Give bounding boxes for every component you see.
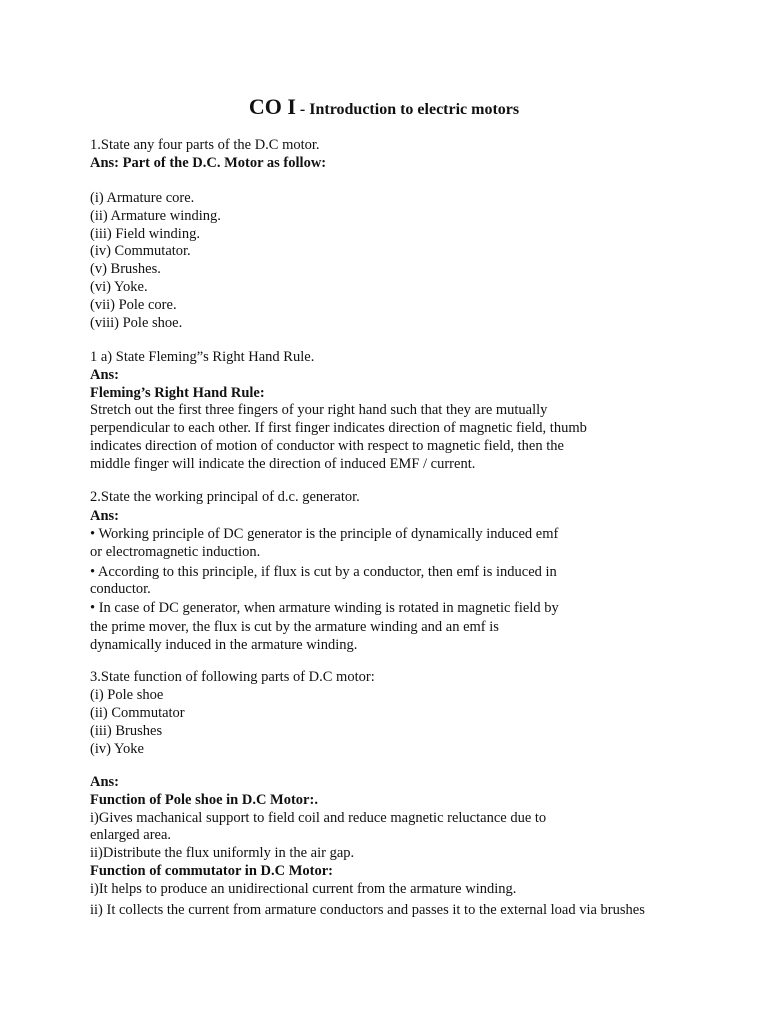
list-item: (vii) Pole core. [90,297,177,313]
answer-label: Ans: [90,508,120,524]
paragraph-line: indicates direction of motion of conductor with respect to magnetic field, then the [90,438,564,454]
list-item: (iv) Yoke [90,741,144,757]
paragraph-line: ii) It collects the current from armature conductors and passes it to the external load via brushes [90,902,645,918]
list-item: (ii) Commutator [90,705,185,721]
paragraph-line: middle finger will indicate the direction of induced EMF / current. [90,456,476,472]
question-1: 1.State any four parts of the D.C motor. [90,137,320,153]
list-item: (iv) Commutator. [90,243,191,259]
list-item: (v) Brushes. [90,261,161,277]
pole-shoe-heading: Function of Pole shoe in D.C Motor:. [90,792,318,808]
page-title [0,94,768,120]
bullet-line: conductor. [90,581,151,597]
list-item: (i) Pole shoe [90,687,164,703]
list-item: (ii) Armature winding. [90,208,221,224]
paragraph-line: Stretch out the first three fingers of your right hand such that they are mutually [90,402,548,418]
list-item: (i) Armature core. [90,190,195,206]
list-item: (vi) Yoke. [90,279,148,295]
bullet-line: • Working principle of DC generator is the principle of dynamically induced emf [90,526,559,542]
answer-label: Ans: [90,774,120,790]
flemings-rule-heading: Fleming’s Right Hand Rule: [90,385,265,401]
title-main: CO I [248,94,296,119]
paragraph-line: enlarged area. [90,827,172,843]
paragraph-line: i)Gives machanical support to field coil and reduce magnetic reluctance due to [90,810,547,826]
title-subtitle: - Introduction to electric motors [295,101,520,118]
commutator-heading: Function of commutator in D.C Motor: [90,863,333,879]
question-2: 2.State the working principal of d.c. generator. [90,489,360,505]
answer-1-heading: Ans: Part of the D.C. Motor as follow: [90,155,327,171]
paragraph-line: perpendicular to each other. If first finger indicates direction of magnetic field, thumb [90,420,587,436]
bullet-line: • In case of DC generator, when armature winding is rotated in magnetic field by [90,600,559,616]
bullet-line: • According to this principle, if flux is cut by a conductor, then emf is induced in [90,564,557,580]
bullet-line: or electromagnetic induction. [90,544,261,560]
paragraph-line: ii)Distribute the flux uniformly in the air gap. [90,845,355,861]
list-item: (viii) Pole shoe. [90,315,183,331]
question-3: 3.State function of following parts of D.C motor: [90,669,375,685]
bullet-line: dynamically induced in the armature winding. [90,637,358,653]
paragraph-line: i)It helps to produce an unidirectional current from the armature winding. [90,881,517,897]
answer-label: Ans: [90,367,120,383]
bullet-line: the prime mover, the flux is cut by the armature winding and an emf is [90,619,499,635]
question-1a: 1 a) State Fleming”s Right Hand Rule. [90,349,315,365]
list-item: (iii) Field winding. [90,226,200,242]
list-item: (iii) Brushes [90,723,163,739]
